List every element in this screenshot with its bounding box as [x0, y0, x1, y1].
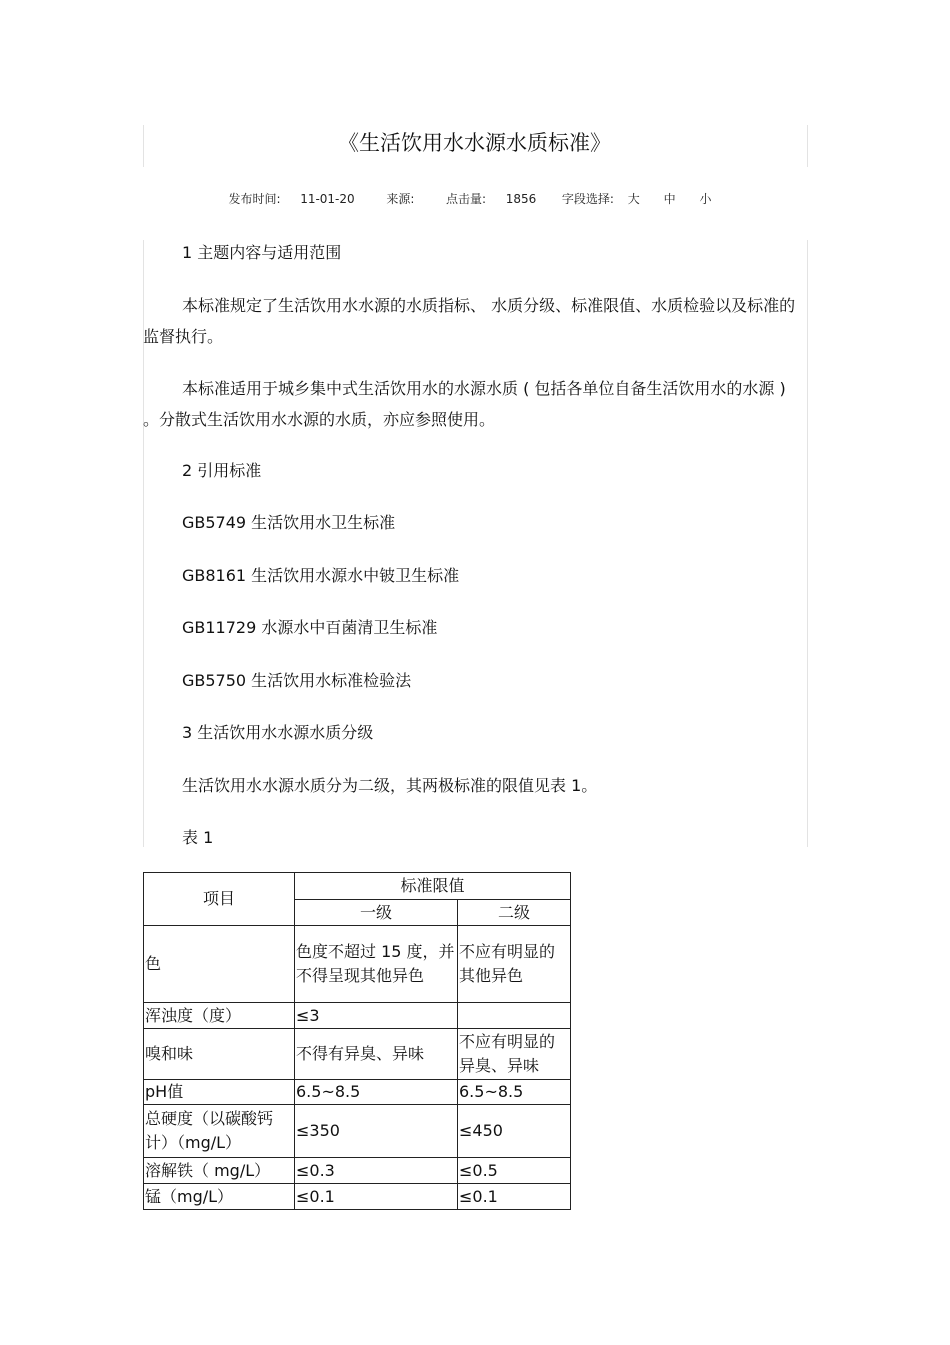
row-grade-1: ≤3	[295, 1003, 458, 1029]
font-size-large-link[interactable]: 大	[627, 192, 640, 206]
table-row	[144, 1105, 571, 1158]
row-grade-2: ≤0.1	[458, 1184, 571, 1210]
reference-gb5749: GB5749 生活饮用水卫生标准	[182, 513, 396, 532]
row-item: 浑浊度（度）	[144, 1003, 295, 1029]
section-1-paragraph-1: 本标准规定了生活饮用水水源的水质指标、 水质分级、标准限值、水质检验以及标准的监督执行。	[143, 296, 796, 346]
row-grade-1: ≤350	[295, 1105, 458, 1158]
header-grade-1: 一级	[295, 900, 458, 926]
article-meta	[0, 191, 950, 207]
row-item: 色	[144, 926, 295, 1003]
reference-gb8161: GB8161 生活饮用水源水中铍卫生标准	[182, 566, 460, 585]
row-grade-1: 色度不超过 15 度，并不得呈现其他异色	[295, 926, 458, 1003]
row-grade-1: ≤0.3	[295, 1158, 458, 1184]
section-2-heading: 2 引用标准	[182, 461, 262, 480]
row-grade-2: 不应有明显的其他异色	[458, 926, 571, 1003]
row-grade-2: 不应有明显的异臭、异味	[458, 1029, 571, 1080]
water-quality-table	[143, 872, 571, 1210]
section-1-heading: 1 主题内容与适用范围	[182, 243, 342, 262]
row-grade-2: ≤450	[458, 1105, 571, 1158]
source-label: 来源:	[386, 192, 415, 206]
table-row	[144, 1080, 571, 1105]
row-grade-1: ≤0.1	[295, 1184, 458, 1210]
table-row	[144, 1003, 571, 1029]
clicks-count: 1856	[505, 192, 537, 206]
row-item: pH值	[144, 1080, 295, 1105]
font-size-small-link[interactable]: 小	[699, 192, 712, 206]
table-row	[144, 1184, 571, 1210]
publish-label: 发布时间:	[228, 192, 281, 206]
row-grade-2	[458, 1003, 571, 1029]
font-size-medium-link[interactable]: 中	[663, 192, 676, 206]
reference-gb11729: GB11729 水源水中百菌清卫生标准	[182, 618, 438, 637]
section-3-paragraph-1: 生活饮用水水源水质分为二级，其两极标准的限值见表 1。	[182, 776, 598, 795]
row-grade-2: 6.5~8.5	[458, 1080, 571, 1105]
row-grade-1: 6.5~8.5	[295, 1080, 458, 1105]
header-standard-limit: 标准限值	[295, 873, 571, 900]
font-size-label: 字段选择:	[561, 192, 614, 206]
row-grade-1: 不得有异臭、异味	[295, 1029, 458, 1080]
table-row	[144, 1029, 571, 1080]
row-grade-2: ≤0.5	[458, 1158, 571, 1184]
header-grade-2: 二级	[458, 900, 571, 926]
clicks-label: 点击量:	[446, 192, 487, 206]
table-row	[144, 926, 571, 1003]
row-item: 嗅和味	[144, 1029, 295, 1080]
row-item: 总硬度（以碳酸钙计）（mg/L）	[144, 1105, 295, 1158]
section-1-paragraph-2: 本标准适用于城乡集中式生活饮用水的水源水质 ( 包括各单位自备生活饮用水的水源 ) 。分散式生活饮用水水源的水质，亦应参照使用。	[143, 379, 786, 429]
table-row	[144, 1158, 571, 1184]
header-item: 项目	[144, 873, 295, 926]
row-item: 溶解铁（ mg/L）	[144, 1158, 295, 1184]
page-title: 《生活饮用水水源水质标准》	[338, 131, 611, 155]
publish-date: 11-01-20	[300, 192, 355, 206]
reference-gb5750: GB5750 生活饮用水标准检验法	[182, 671, 412, 690]
section-3-heading: 3 生活饮用水水源水质分级	[182, 723, 374, 742]
table-caption: 表 1	[182, 828, 214, 847]
row-item: 锰（mg/L）	[144, 1184, 295, 1210]
